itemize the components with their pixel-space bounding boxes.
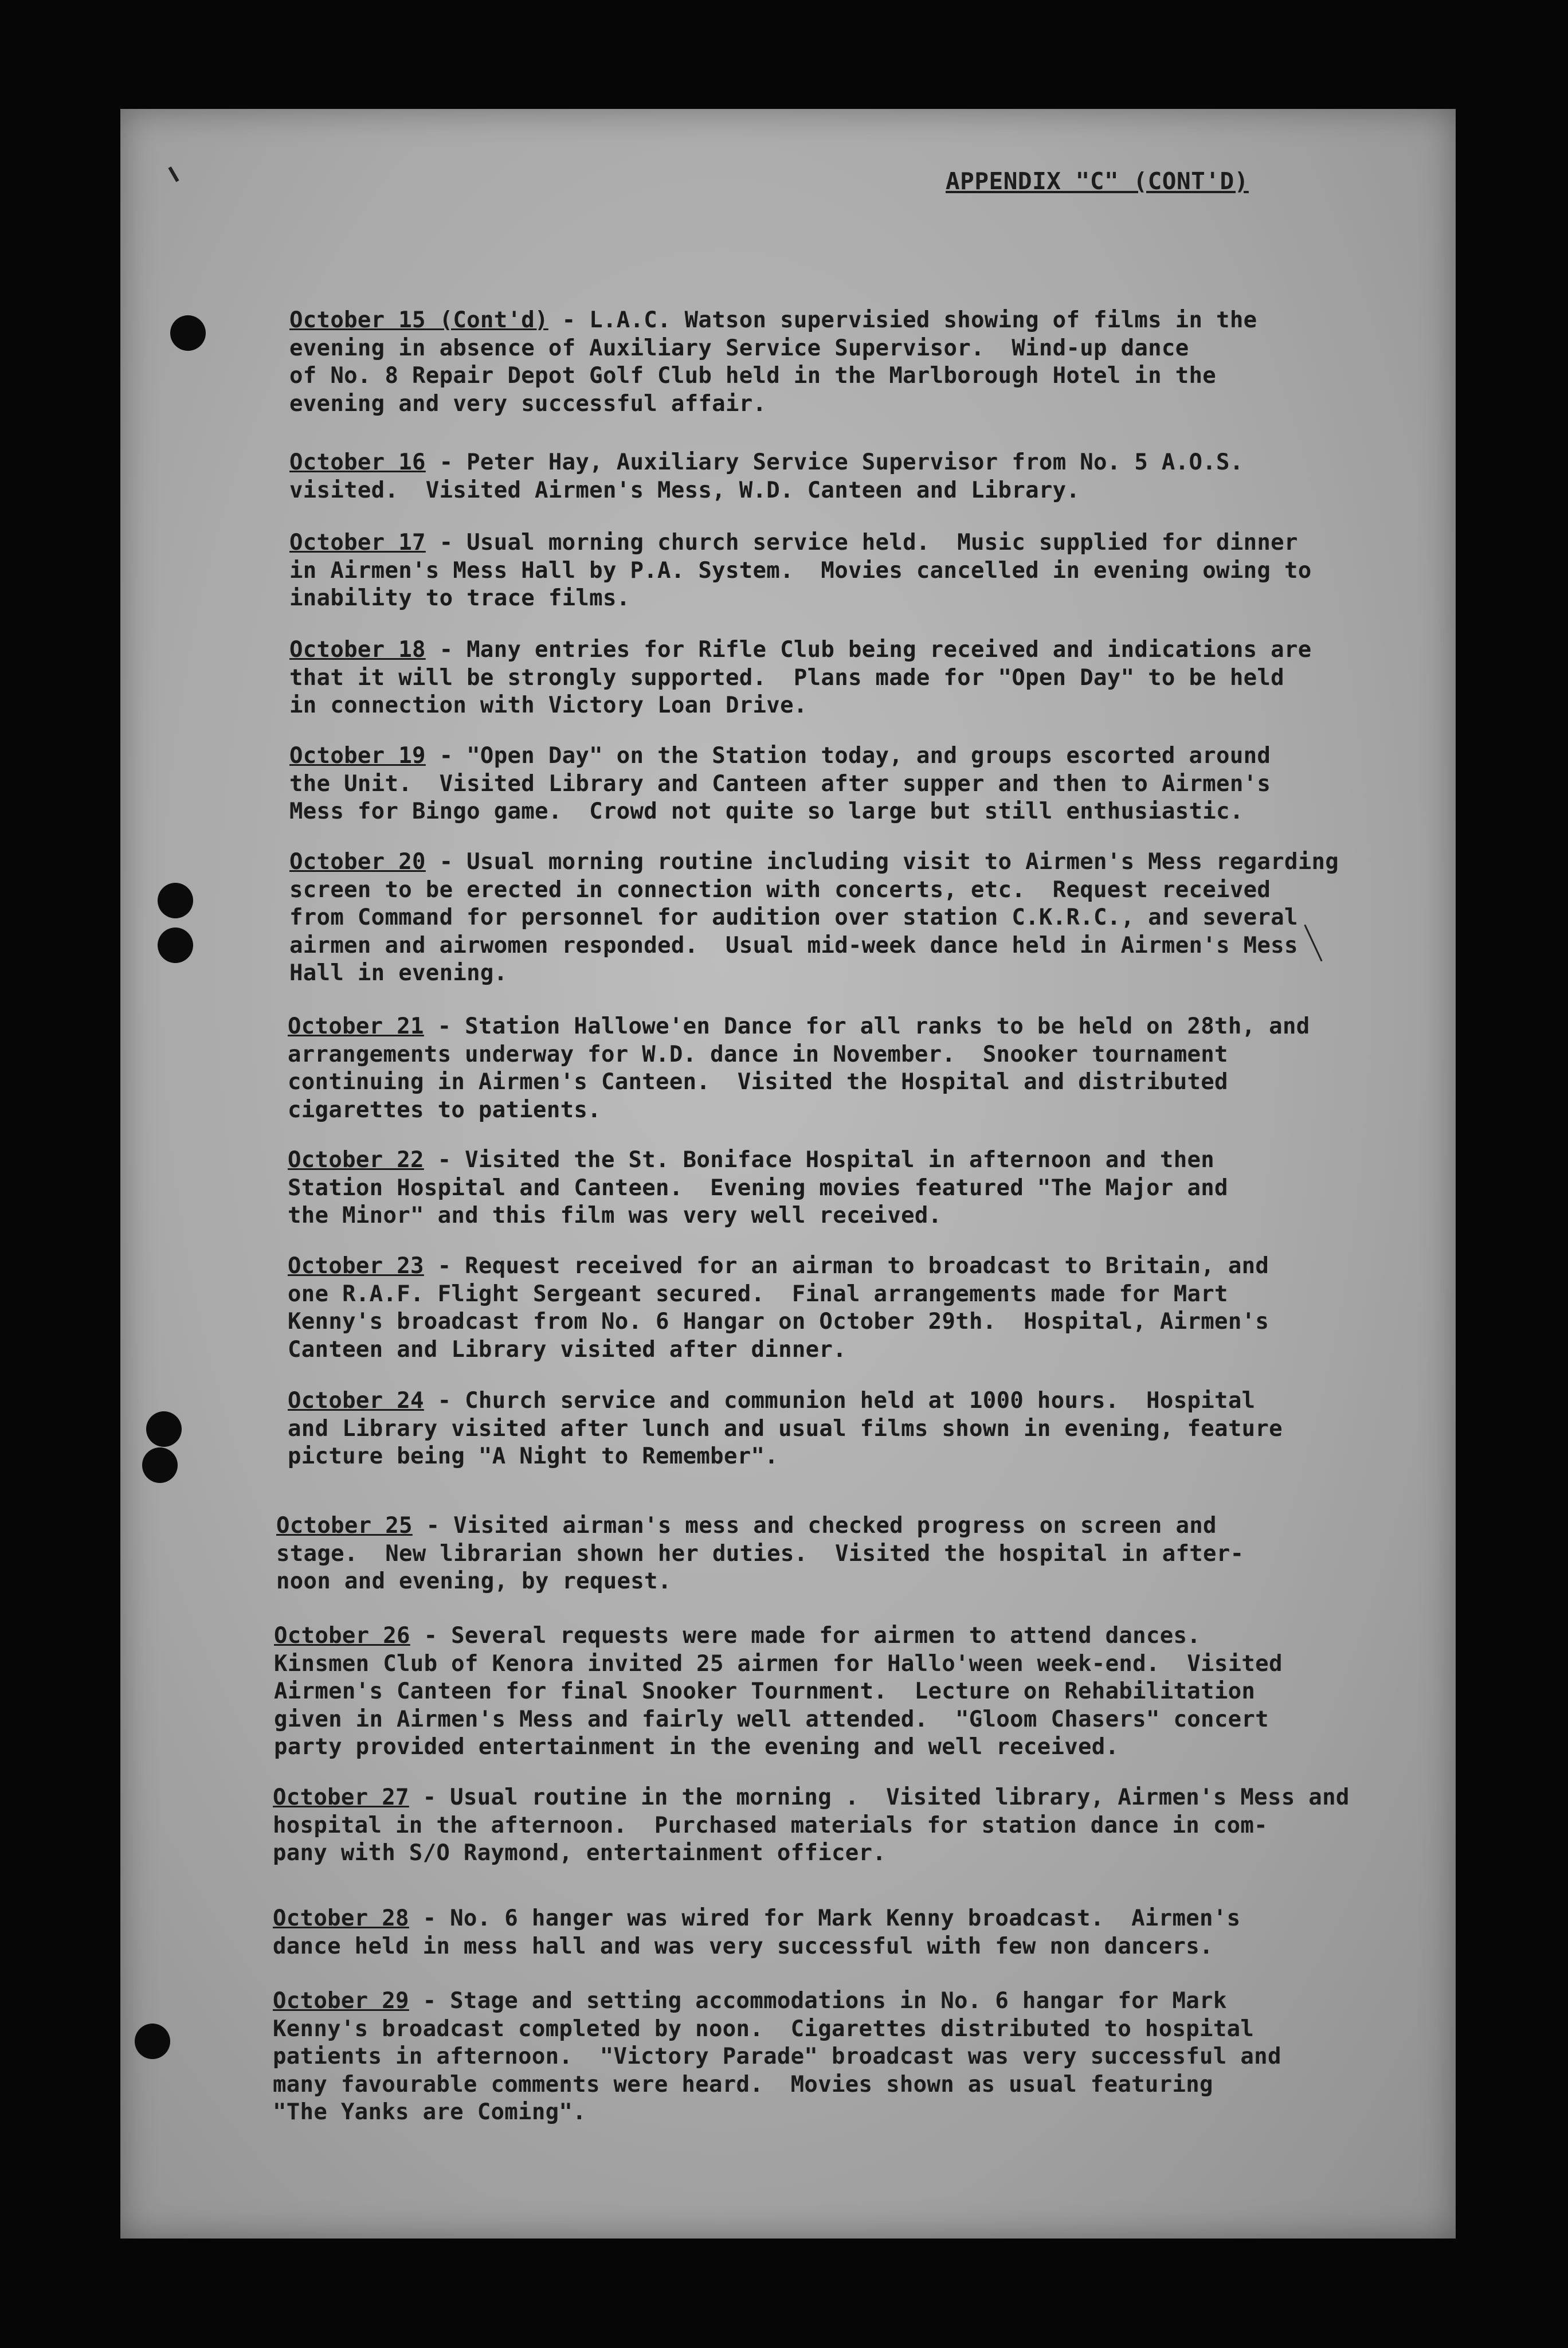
entry-text: - Usual routine in the morning . Visited library, Airmen's Mess and hospital in the afternoon. Purchased materials for station dance in com- pany with S/O Raymond, entertainment officer. [273, 1785, 1350, 1866]
diary-entry [288, 1146, 1428, 1230]
entry-text: - Several requests were made for airmen to attend dances. Kinsmen Club of Kenora invited 25 airmen for Hallo'ween week-end. Visited Airmen's Canteen for final Snooker Tournment. Lecture on Rehabilitation given in Airmen's Mess and fairly well attended. "Gloom Chasers" concert party provided entertainment in the evening and well received. [274, 1623, 1283, 1760]
entry-date: October 28 [273, 1905, 409, 1931]
entry-date: October 21 [288, 1013, 424, 1039]
entry-date: October 29 [273, 1988, 409, 2014]
punch-hole [146, 1411, 182, 1447]
entry-date: October 18 [289, 637, 426, 663]
diary-entry [274, 1622, 1414, 1762]
diary-entry [288, 1013, 1428, 1124]
entry-date: October 25 [276, 1513, 413, 1539]
entry-date: October 15 (Cont'd) [289, 307, 548, 333]
diary-entry [289, 307, 1430, 418]
diary-entry [273, 1784, 1413, 1868]
entry-date: October 22 [288, 1147, 424, 1173]
diary-entry [273, 1905, 1413, 1960]
diary-entry [289, 742, 1430, 826]
punch-hole [142, 1447, 178, 1483]
entry-text: - L.A.C. Watson supervisied showing of films in the evening in absence of Auxiliary Service Supervisor. Wind-up dance of No. 8 Repair Depot Golf Club held in the Marlborough Hotel in the evening and very successful affair. [289, 307, 1257, 417]
diary-entry [273, 1987, 1413, 2127]
entry-text: - Usual morning routine including visit to Airmen's Mess regarding screen to be erected in connection with concerts, etc. Request received from Command for personnel for audition over station C.K.R.C., and several airmen and airwomen responded. Usual mid-week dance held in Airmen's Mess Hall in evening. [289, 849, 1339, 986]
entry-date: October 17 [289, 530, 426, 555]
diary-entry [289, 636, 1430, 720]
document-page [120, 109, 1456, 2239]
diary-entry [289, 449, 1430, 504]
diary-entry [276, 1512, 1417, 1596]
punch-hole [170, 315, 206, 351]
entry-text: - Many entries for Rifle Club being received and indications are that it will be strongly supported. Plans made for "Open Day" to be held in connection with Victory Loan Drive. [289, 637, 1312, 718]
entry-date: October 23 [288, 1253, 424, 1279]
diary-entry [289, 529, 1430, 613]
entry-text: - Usual morning church service held. Music supplied for dinner in Airmen's Mess Hall by P.A. System. Movies cancelled in evening owing to inability to trace films. [289, 530, 1312, 611]
ink-mark [168, 166, 179, 182]
appendix-header: APPENDIX "C" (CONT'D) [946, 167, 1249, 195]
diary-entry [289, 848, 1430, 988]
entry-text: - Request received for an airman to broadcast to Britain, and one R.A.F. Flight Sergeant secured. Final arrangements made for Mart Kenny's broadcast from No. 6 Hangar on October 29th. Hospital, Airmen's Canteen and Library visited after dinner. [288, 1253, 1269, 1363]
punch-hole [135, 2024, 170, 2059]
entry-date: October 26 [274, 1623, 410, 1649]
entry-text: - "Open Day" on the Station today, and groups escorted around the Unit. Visited Library and Canteen after supper and then to Airmen's Mess for Bingo game. Crowd not quite so large but still enthusiastic. [289, 743, 1271, 824]
entry-text: - Station Hallowe'en Dance for all ranks to be held on 28th, and arrangements underway for W.D. dance in November. Snooker tournament continuing in Airmen's Canteen. Visited the Hospital and distributed cigarettes to patients. [288, 1013, 1310, 1123]
entry-date: October 19 [289, 743, 426, 769]
entry-text: - Visited the St. Boniface Hospital in afternoon and then Station Hospital and Canteen. Evening movies featured "The Major and the Minor" and this film was very well received. [288, 1147, 1228, 1228]
punch-hole [158, 883, 193, 918]
entry-text: - No. 6 hanger was wired for Mark Kenny broadcast. Airmen's dance held in mess hall and was very successful with few non dancers. [273, 1905, 1241, 1959]
punch-hole [158, 928, 193, 963]
diary-entry [288, 1387, 1428, 1471]
diary-entry [288, 1253, 1428, 1364]
entry-text: - Visited airman's mess and checked progress on screen and stage. New librarian shown her duties. Visited the hospital in after- noon and evening, by request. [276, 1513, 1244, 1594]
entry-text: - Peter Hay, Auxiliary Service Supervisor from No. 5 A.O.S. visited. Visited Airmen's Mess, W.D. Canteen and Library. [289, 449, 1244, 503]
entry-text: - Church service and communion held at 1000 hours. Hospital and Library visited after lunch and usual films shown in evening, feature picture being "A Night to Remember". [288, 1388, 1283, 1469]
entry-date: October 20 [289, 849, 426, 875]
entry-date: October 16 [289, 449, 426, 475]
entry-date: October 27 [273, 1785, 409, 1810]
entry-text: - Stage and setting accommodations in No. 6 hangar for Mark Kenny's broadcast completed by noon. Cigarettes distributed to hospital patients in afternoon. "Victory Parade" broadcast was very successful and many favourable comments were heard. Movies shown as usual featuring "The Yanks are Coming". [273, 1988, 1281, 2125]
entry-date: October 24 [288, 1388, 424, 1414]
